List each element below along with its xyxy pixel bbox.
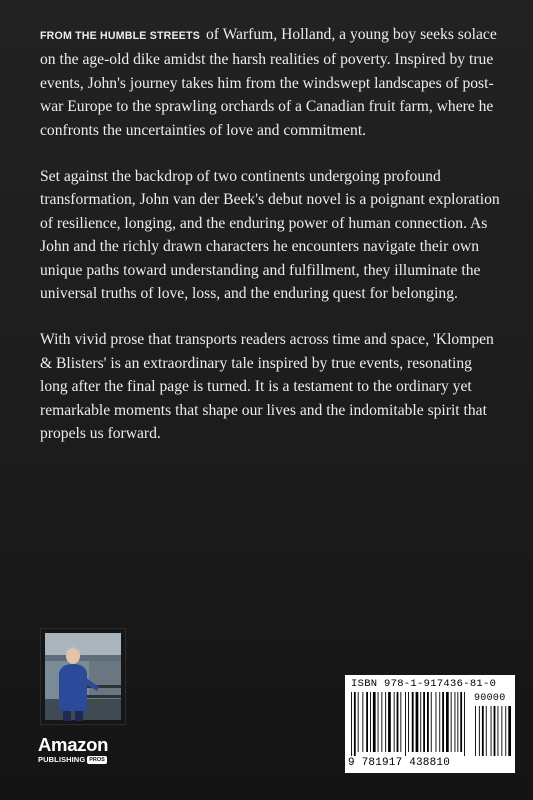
publisher-name: Amazon	[38, 734, 109, 755]
publisher-logo	[38, 735, 128, 764]
blurb-paragraph-1	[40, 23, 502, 142]
barcode-bar	[358, 692, 359, 752]
barcode-bar	[388, 692, 391, 752]
author-photo	[40, 628, 126, 725]
barcode-bar	[397, 692, 399, 752]
barcode-addon-bar	[505, 706, 506, 756]
isbn-barcode-box	[345, 675, 515, 773]
back-cover-blurb	[40, 23, 502, 469]
barcode-bar	[385, 692, 386, 752]
barcode-bar	[381, 692, 382, 752]
barcode-bar	[416, 692, 419, 752]
barcode-bar	[420, 692, 421, 752]
barcode-bar	[378, 692, 379, 752]
barcode-bar	[351, 692, 352, 756]
blurb-paragraph-3: With vivid prose that transports readers across time and space, 'Klompen & Blisters' is an extraordinary tale inspired by true events, resonating long after the final page is turned. It is a testament to the ordinary yet remarkable moments that shape our lives and the indomitable spirit that propels us forward.	[40, 331, 494, 443]
barcode-addon-bar	[498, 706, 499, 756]
publisher-badge: PROS	[89, 756, 105, 763]
barcode-addon-bar	[482, 706, 484, 756]
barcode-bar	[457, 692, 458, 752]
barcode-bar	[394, 692, 395, 752]
barcode-bar	[362, 692, 363, 752]
barcode-bar	[460, 692, 462, 752]
barcode-bar	[373, 692, 376, 752]
publisher-sub: PUBLISHING	[38, 755, 86, 764]
barcode-addon-digits: 90000	[474, 693, 506, 704]
barcode-bar	[405, 692, 406, 756]
barcode-addon-bar	[508, 706, 511, 756]
barcode-bar	[431, 692, 432, 752]
barcode-bar	[408, 692, 409, 752]
barcode-bar	[436, 692, 437, 752]
barcode-bar	[427, 692, 429, 752]
isbn-text: ISBN 978-1-917436-81-0	[351, 678, 497, 690]
blurb-paragraph-1-text: of Warfum, Holland, a young boy seeks solace on the age-old dike amidst the harsh realities of poverty. Inspired by true events, John's journey takes him from the windswept landscapes of post-war Europe to the sprawling orchards of a Canadian fruit farm, where he confronts the uncertainties of love and commitment.	[40, 26, 497, 139]
barcode-bar	[412, 692, 414, 752]
barcode-bar	[354, 692, 356, 756]
barcode-bar	[451, 692, 452, 752]
barcode-addon-bar	[486, 706, 487, 756]
barcode-bar	[423, 692, 425, 752]
barcode-bar	[442, 692, 444, 752]
blurb-lead-in: FROM THE HUMBLE STREETS	[40, 30, 200, 42]
barcode-digits: 9 781917 438810	[348, 757, 451, 769]
publisher-subline	[38, 755, 128, 764]
barcode-addon-bar	[479, 706, 480, 756]
barcode-bar	[370, 692, 371, 752]
barcode-bar	[446, 692, 449, 752]
barcode-bar	[400, 692, 401, 752]
barcode-bar	[464, 692, 465, 756]
barcode-bar	[455, 692, 456, 752]
barcode-addon-bar	[494, 706, 496, 756]
barcode-addon-bar	[475, 706, 476, 756]
barcode-addon-bar	[501, 706, 502, 756]
barcode-bar	[366, 692, 368, 752]
barcode-addon-bar	[491, 706, 492, 756]
blurb-paragraph-2: Set against the backdrop of two continents undergoing profound transformation, John van der Beek's debut novel is a poignant exploration of resilience, longing, and the enduring power of human connection. As John and the richly drawn characters he encounters navigate their own unique paths toward understanding and fulfillment, they illuminate the universal truths of love, loss, and the enduring quest for belonging.	[40, 168, 500, 303]
barcode-bar	[439, 692, 440, 752]
